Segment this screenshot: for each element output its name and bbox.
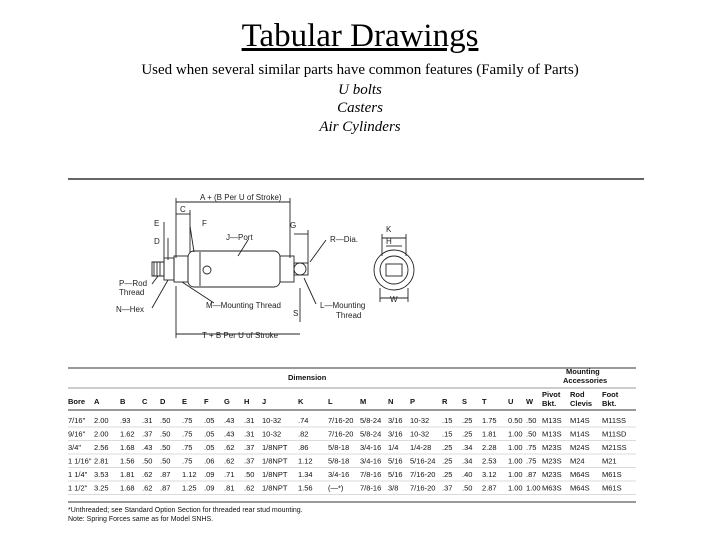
table-cell: .37 <box>442 483 453 493</box>
table-cell: .71 <box>224 470 235 479</box>
table-cell: M14S <box>570 429 590 439</box>
table-cell: 3.53 <box>94 470 109 479</box>
table-cell: 1/8NPT <box>262 456 288 466</box>
table-cell: 1/4-28 <box>410 443 432 452</box>
table-cell: .87 <box>160 483 171 493</box>
label-r: R—Dia. <box>330 235 359 244</box>
table-cell: .75 <box>182 456 193 466</box>
table-cell: M61S <box>602 470 622 479</box>
table-cell: 2.00 <box>94 429 109 439</box>
table-cell: 1/4 <box>388 443 399 452</box>
table-cell: 1.12 <box>182 470 197 479</box>
table-cell: 1.81 <box>120 470 135 479</box>
table-cell: .86 <box>298 443 309 452</box>
table-cell: 1 1/2" <box>68 483 88 493</box>
slide-subtitle: Used when several similar parts have common features (Family of Parts) <box>141 62 579 78</box>
table-cell: 9/16" <box>68 429 86 439</box>
table-cell: .09 <box>204 470 215 479</box>
table-header-cell: D <box>160 397 166 406</box>
table-cell: .25 <box>462 416 473 425</box>
table-row <box>68 416 636 427</box>
label-f: F <box>202 219 207 228</box>
table-header-cell: F <box>204 397 209 406</box>
table-cell: 1.00 <box>508 470 523 479</box>
table-cell: .50 <box>160 429 171 439</box>
table-cell: M64S <box>570 470 590 479</box>
table-cell: 3/16 <box>388 429 403 439</box>
scanned-catalog-page <box>64 176 649 532</box>
table-cell: 1.34 <box>298 470 313 479</box>
table-cell: .50 <box>526 416 537 425</box>
label-d: D <box>154 237 160 246</box>
table-cell: .34 <box>462 443 473 452</box>
table-cell: 2.56 <box>94 443 109 452</box>
table-header-cell: Rod <box>570 390 585 399</box>
label-e: E <box>154 219 160 228</box>
table-cell: 2.87 <box>482 483 497 493</box>
table-cell: 3.25 <box>94 483 109 493</box>
table-cell: 3/8 <box>388 483 399 493</box>
table-cell: 1 1/16" <box>68 456 92 466</box>
table-cell: .31 <box>142 416 153 425</box>
table-cell: 1.56 <box>120 456 135 466</box>
table-cell: M23S <box>542 456 562 466</box>
table-cell: 5/8-24 <box>360 416 382 425</box>
table-cell: 3/4" <box>68 443 82 452</box>
table-cell: .50 <box>160 443 171 452</box>
table-cell: 10-32 <box>410 429 430 439</box>
table-cell: .15 <box>442 416 453 425</box>
table-header-cell: B <box>120 397 126 406</box>
table-row <box>68 430 636 441</box>
table-cell: .37 <box>142 429 153 439</box>
table-cell: 3/4-16 <box>360 456 382 466</box>
table-cell: .05 <box>204 443 215 452</box>
cylinder-side-view <box>152 198 326 338</box>
label-t: T + B Per U of Stroke <box>202 331 279 340</box>
table-header-cell-line2: Bkt. <box>542 399 557 408</box>
table-cell: .34 <box>462 456 473 466</box>
table-cell: .25 <box>462 429 473 439</box>
table-cell: M21SS <box>602 443 627 452</box>
label-k: K <box>386 225 392 234</box>
table-note-spring: Note: Spring Forces same as for Model SNHS. <box>68 516 214 523</box>
table-cell: 5/16 <box>388 456 403 466</box>
table-cell: 7/8-16 <box>360 483 382 493</box>
label-w: W <box>390 295 398 304</box>
table-group-mounting-1: Mounting <box>566 367 600 376</box>
table-header-row <box>68 390 619 408</box>
table-cell: 5/16-24 <box>410 456 436 466</box>
table-cell: 1/8NPT <box>262 443 288 452</box>
table-cell: .40 <box>462 470 473 479</box>
table-cell: .05 <box>204 416 215 425</box>
table-cell: .50 <box>160 416 171 425</box>
table-cell: .37 <box>244 456 255 466</box>
table-cell: 10-32 <box>262 429 282 439</box>
table-header-cell-line2: Clevis <box>570 399 593 408</box>
table-group-mounting-2: Accessories <box>563 376 608 385</box>
table-cell: .06 <box>204 456 215 466</box>
table-cell: 7/16-20 <box>410 470 436 479</box>
table-cell: .87 <box>526 470 537 479</box>
table-cell: 3/4-16 <box>360 443 382 452</box>
table-cell: 1/8NPT <box>262 470 288 479</box>
table-body <box>68 416 636 495</box>
table-cell: .43 <box>224 429 235 439</box>
table-cell: .25 <box>442 456 453 466</box>
table-cell: M23S <box>542 470 562 479</box>
label-l-thread: Thread <box>336 311 362 320</box>
table-cell: 1 1/4" <box>68 470 88 479</box>
label-g: G <box>290 221 297 230</box>
table-cell: 0.50 <box>508 416 523 425</box>
label-n: N—Hex <box>116 305 145 314</box>
example-u-bolts: U bolts <box>338 82 382 98</box>
table-cell: 3.12 <box>482 470 497 479</box>
table-header-cell-line2: Bkt. <box>602 399 617 408</box>
table-cell: .50 <box>462 483 473 493</box>
table-row <box>68 457 636 468</box>
table-note-unthreaded: *Unthreaded; see Standard Option Section for threaded rear stud mounting. <box>68 507 303 514</box>
table-header-cell: U <box>508 397 514 406</box>
table-cell: M64S <box>570 483 590 493</box>
table-row <box>68 443 636 454</box>
table-cell: .62 <box>244 483 255 493</box>
table-header-cell: C <box>142 397 148 406</box>
table-cell: 5/8-18 <box>328 456 350 466</box>
table-cell: 5/16 <box>388 470 403 479</box>
table-cell: .75 <box>182 416 193 425</box>
label-s: S <box>293 309 299 318</box>
table-cell: M11SS <box>602 416 627 425</box>
table-row <box>68 470 636 481</box>
table-cell: .50 <box>160 456 171 466</box>
table-header-cell: W <box>526 397 534 406</box>
table-cell: M61S <box>602 483 622 493</box>
table-cell: 1.00 <box>526 483 541 493</box>
table-cell: 1.00 <box>508 429 523 439</box>
table-cell: M13S <box>542 416 562 425</box>
table-cell: .43 <box>224 416 235 425</box>
table-cell: .75 <box>526 456 537 466</box>
table-row <box>68 484 636 495</box>
table-cell: .81 <box>224 483 235 493</box>
table-cell: 1.00 <box>508 443 523 452</box>
table-cell: 3/16 <box>388 416 403 425</box>
table-cell: .31 <box>244 429 255 439</box>
table-cell: .62 <box>224 443 235 452</box>
example-casters: Casters <box>337 100 383 116</box>
table-cell: 1.00 <box>508 483 523 493</box>
table-cell: 7/16" <box>68 416 86 425</box>
table-cell: M24S <box>570 443 590 452</box>
table-cell: 2.00 <box>94 416 109 425</box>
table-cell: 7/16-20 <box>328 429 354 439</box>
table-cell: .62 <box>142 470 153 479</box>
table-cell: .05 <box>204 429 215 439</box>
table-cell: 1.62 <box>120 429 135 439</box>
table-header-cell: G <box>224 397 230 406</box>
table-header-cell: R <box>442 397 448 406</box>
table-header-cell: Bore <box>68 397 86 406</box>
table-cell: .75 <box>182 443 193 452</box>
table-cell: .74 <box>298 416 309 425</box>
table-cell: 1.25 <box>182 483 197 493</box>
table-cell: M63S <box>542 483 562 493</box>
table-cell: 1.68 <box>120 483 135 493</box>
table-cell: M13S <box>542 429 562 439</box>
table-cell: .62 <box>142 483 153 493</box>
table-cell: .15 <box>442 429 453 439</box>
table-cell: .93 <box>120 416 131 425</box>
label-m: M—Mounting Thread <box>206 301 281 310</box>
table-cell: .37 <box>244 443 255 452</box>
table-cell: .43 <box>142 443 153 452</box>
table-header-cell: S <box>462 397 468 406</box>
table-cell: 2.28 <box>482 443 497 452</box>
table-cell: M24 <box>570 456 585 466</box>
table-group-dimension: Dimension <box>288 373 327 382</box>
label-p-rod: P—Rod <box>119 279 148 288</box>
table-cell: .25 <box>442 443 453 452</box>
table-cell: 5/8-24 <box>360 429 382 439</box>
cylinder-end-view <box>374 234 414 302</box>
table-cell: 2.81 <box>94 456 109 466</box>
table-cell: 1.00 <box>508 456 523 466</box>
label-l-mounting: L—Mounting <box>320 301 366 310</box>
table-cell: .50 <box>526 429 537 439</box>
table-header-cell: A <box>94 397 100 406</box>
table-cell: .25 <box>442 470 453 479</box>
table-cell: .62 <box>224 456 235 466</box>
table-cell: .87 <box>160 470 171 479</box>
table-header-cell: L <box>328 397 333 406</box>
table-cell: 7/8-16 <box>360 470 382 479</box>
table-header-cell: P <box>410 397 416 406</box>
table-cell: 7/16-20 <box>410 483 436 493</box>
table-cell: .75 <box>182 429 193 439</box>
table-cell: 10-32 <box>410 416 430 425</box>
table-cell: 10-32 <box>262 416 282 425</box>
label-j: J—Port <box>226 233 253 242</box>
table-cell: 1.68 <box>120 443 135 452</box>
table-cell: M14S <box>570 416 590 425</box>
label-c: C <box>180 205 186 214</box>
table-cell: .09 <box>204 483 215 493</box>
slide-title: Tabular Drawings <box>241 18 479 54</box>
table-cell: .50 <box>244 470 255 479</box>
table-cell: .75 <box>526 443 537 452</box>
table-cell: 2.53 <box>482 456 497 466</box>
label-a: A + (B Per U of Stroke) <box>200 193 282 202</box>
table-cell: 5/8-18 <box>328 443 350 452</box>
table-header-cell: Foot <box>602 390 619 399</box>
table-header-cell: K <box>298 397 304 406</box>
table-header-cell: M <box>360 397 367 406</box>
table-cell: .31 <box>244 416 255 425</box>
table-header-cell: Pivot <box>542 390 561 399</box>
dimension-table <box>68 367 636 523</box>
table-cell: 1.56 <box>298 483 313 493</box>
table-cell: 1/8NPT <box>262 483 288 493</box>
table-header-cell: E <box>182 397 188 406</box>
label-p-thread: Thread <box>119 288 145 297</box>
table-header-cell: N <box>388 397 394 406</box>
table-cell: M21 <box>602 456 617 466</box>
table-cell: 1.12 <box>298 456 313 466</box>
table-cell: 1.81 <box>482 429 497 439</box>
table-cell: M11SD <box>602 429 627 439</box>
table-cell: .50 <box>142 456 153 466</box>
example-air-cylinders: Air Cylinders <box>319 119 401 135</box>
table-cell: (—*) <box>328 483 344 493</box>
label-h: H <box>386 237 392 246</box>
table-header-cell: J <box>262 397 267 406</box>
table-cell: 3/4-16 <box>328 470 350 479</box>
table-cell: 1.75 <box>482 416 497 425</box>
table-header-cell: T <box>482 397 487 406</box>
table-header-cell: H <box>244 397 250 406</box>
table-cell: .82 <box>298 429 309 439</box>
table-cell: 7/16-20 <box>328 416 354 425</box>
table-cell: M23S <box>542 443 562 452</box>
